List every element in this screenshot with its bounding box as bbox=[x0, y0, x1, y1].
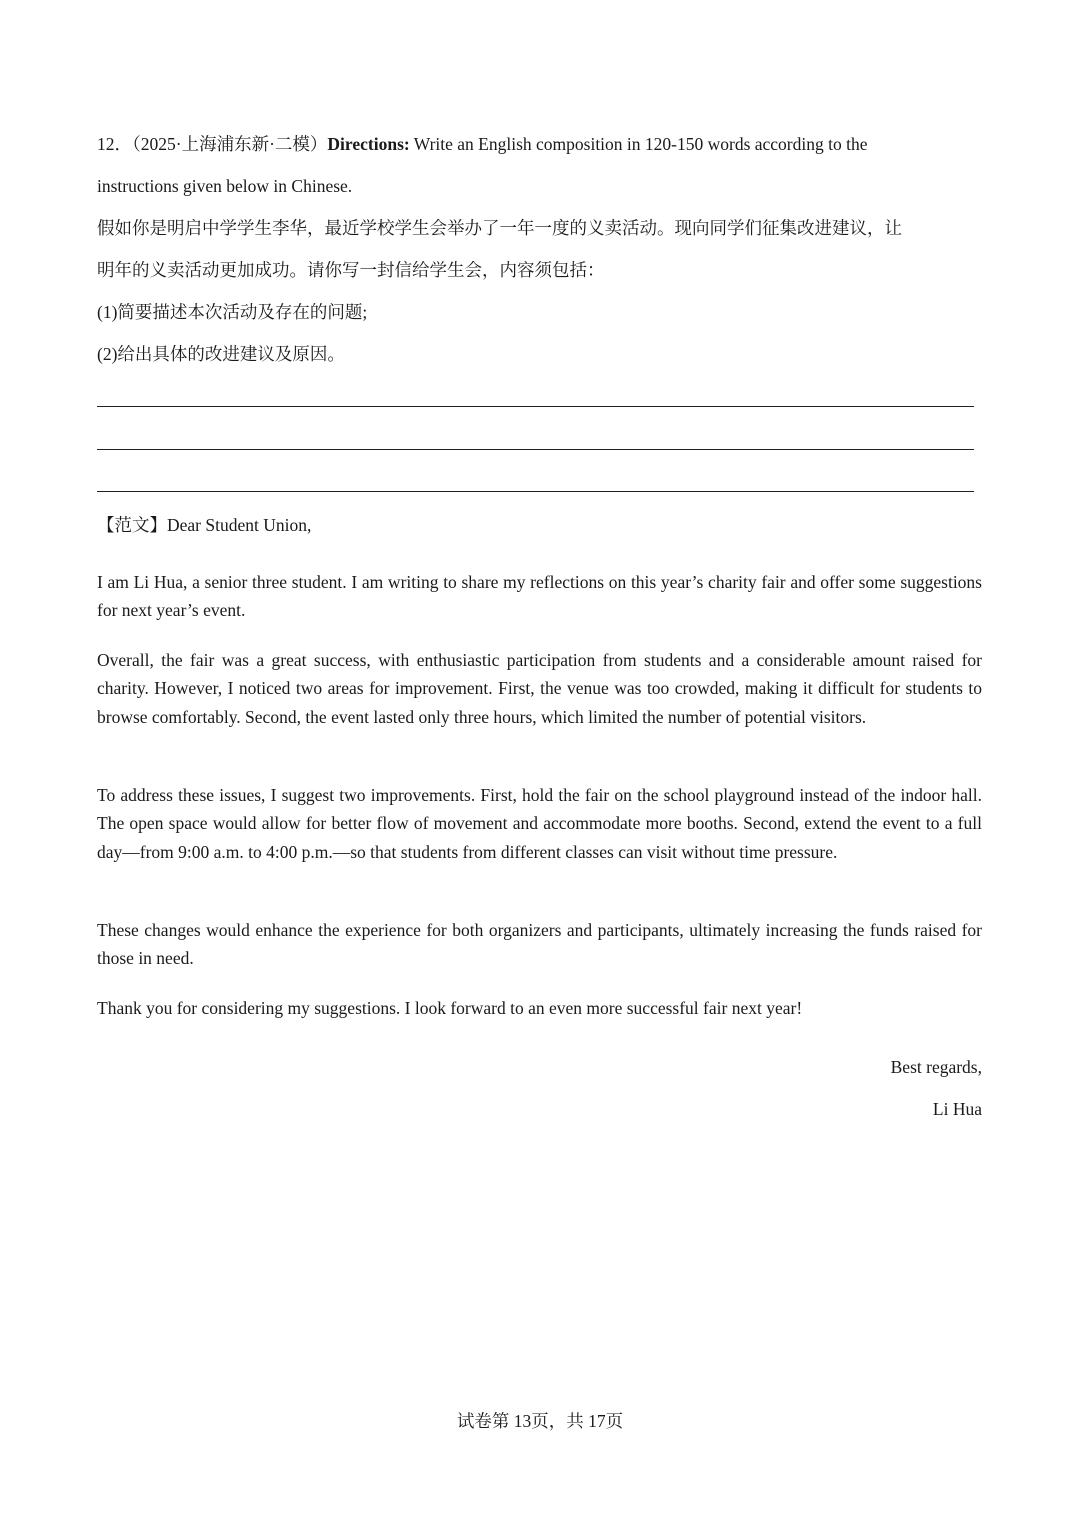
model-essay-label: 【范文】 bbox=[97, 515, 167, 535]
answer-line bbox=[97, 406, 974, 407]
answer-line bbox=[97, 449, 974, 450]
prompt-point-1: (1)简要描述本次活动及存在的问题; bbox=[97, 302, 368, 322]
directions-continuation: instructions given below in Chinese. bbox=[97, 176, 353, 196]
essay-paragraph-5: Thank you for considering my suggestions. I look forward to an even more successful fair next year! bbox=[97, 998, 803, 1018]
signature: Li Hua bbox=[932, 1099, 982, 1119]
question-header bbox=[97, 133, 982, 155]
salutation: Dear Student Union, bbox=[167, 515, 312, 535]
essay-paragraph-2: Overall, the fair was a great success, with enthusiastic participation from students and a considerable amount raised for charity. However, I noticed two areas for improvement. First, the venue was too crowded, making it difficult for students to browse comfortably. Second, the event lasted only three hours, which limited the number of potential visitors. bbox=[97, 650, 982, 727]
question-number: 12． bbox=[97, 134, 132, 154]
prompt-point-2: (2)给出具体的改进建议及原因。 bbox=[97, 344, 345, 364]
prompt-line-2: 明年的义卖活动更加成功。请你写一封信给学生会，内容须包括： bbox=[97, 260, 605, 280]
essay-paragraph-1: I am Li Hua, a senior three student. I am writing to share my reflections on this year’s charity fair and offer some suggestions for next year’s event. bbox=[97, 572, 982, 621]
answer-line bbox=[97, 491, 974, 492]
page-footer: 试卷第 13页，共 17页 bbox=[456, 1411, 624, 1431]
essay-paragraph-3: To address these issues, I suggest two improvements. First, hold the fair on the school playground instead of the indoor hall. The open space would allow for better flow of movement and accommodate more booths. Second, extend the event to a full day—from 9:00 a.m. to 4:00 p.m.—so that students from different classes can visit without time pressure. bbox=[97, 785, 982, 862]
closing: Best regards, bbox=[890, 1057, 982, 1077]
model-essay-header bbox=[97, 514, 982, 536]
question-source: （2025·上海浦东新·二模） bbox=[132, 134, 328, 154]
directions-label: Directions: bbox=[327, 134, 410, 154]
directions-text: Write an English composition in 120-150 words according to the bbox=[409, 134, 868, 154]
essay-paragraph-4: These changes would enhance the experience for both organizers and participants, ultimately increasing the funds raised for those in need. bbox=[97, 920, 982, 969]
prompt-line-1: 假如你是明启中学学生李华，最近学校学生会举办了一年一度的义卖活动。现向同学们征集改进建议，让 bbox=[97, 218, 902, 238]
